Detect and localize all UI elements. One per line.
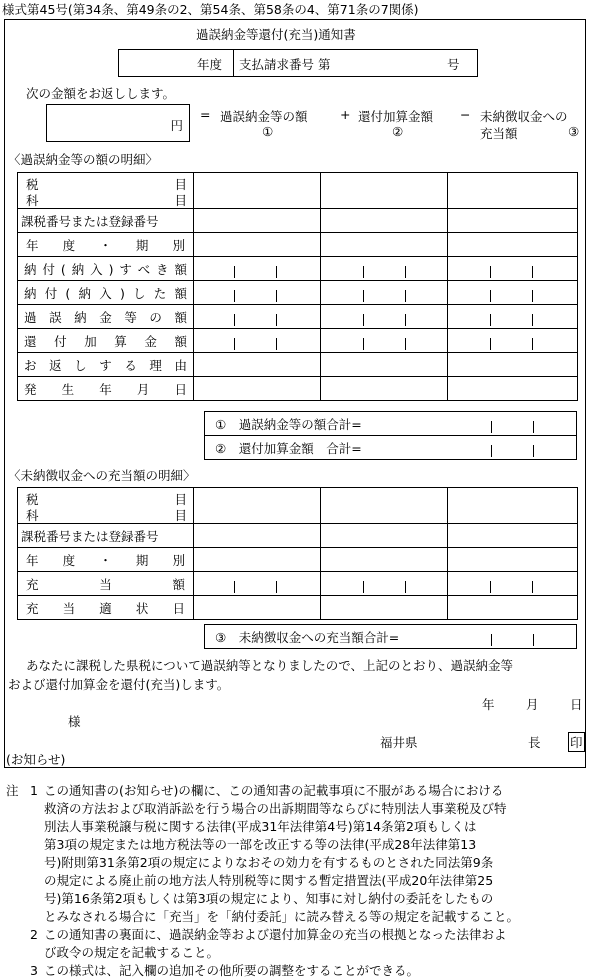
table-row <box>205 412 577 436</box>
total-applied-label: ③ 未納徴収金への充当額合計= <box>215 629 400 645</box>
totals-table-2 <box>204 624 577 649</box>
amount-cell[interactable] <box>448 572 578 596</box>
section1-title: 〈過誤納金等の額の明細〉 <box>8 152 159 167</box>
amount-cell[interactable] <box>448 305 578 329</box>
table-row <box>18 305 578 329</box>
input-cell[interactable] <box>448 173 578 209</box>
amount-cell[interactable] <box>321 281 448 305</box>
amount-cell[interactable] <box>321 572 448 596</box>
reason-label: お返しする理由 <box>18 353 194 377</box>
form-reference: 様式第45号(第34条、第49条の2、第54条、第58条の4、第71条の7関係) <box>2 2 419 17</box>
note-line: び政令の規定を記載すること。 <box>44 945 220 960</box>
table-row <box>18 281 578 305</box>
notes-section <box>6 782 588 980</box>
input-cell[interactable] <box>448 596 578 620</box>
total-overpaid-field[interactable] <box>205 412 577 436</box>
note-item <box>6 962 588 980</box>
amount-field[interactable] <box>46 104 190 142</box>
total-applied-field[interactable] <box>205 625 577 649</box>
amount-cell[interactable] <box>194 329 321 353</box>
applied-term-line2: 充当額 <box>480 126 518 141</box>
note-number: 2 <box>30 927 38 942</box>
amount-cell[interactable] <box>194 257 321 281</box>
note-number: 3 <box>30 963 38 978</box>
table-row <box>18 596 578 620</box>
note-line: 号)第16条第2項もしくは第3項の規定により、知事に対し納付の委託をしたもの <box>44 891 494 906</box>
input-cell[interactable] <box>194 524 321 548</box>
table-row <box>18 209 578 233</box>
input-cell[interactable] <box>194 353 321 377</box>
input-cell[interactable] <box>321 353 448 377</box>
amount-cell[interactable] <box>194 572 321 596</box>
statement-line1: あなたに課税した県税について過誤納等となりましたので、上記のとおり、過誤納金等 <box>26 658 514 673</box>
date-day: 日 <box>570 697 583 712</box>
input-cell[interactable] <box>194 596 321 620</box>
input-cell[interactable] <box>194 233 321 257</box>
date-year: 年 <box>482 697 495 712</box>
equals-sign: = <box>200 107 211 122</box>
notes-head: 注 <box>6 783 19 798</box>
seal-mark: 印 <box>568 732 585 752</box>
section2-title: 〈未納徴収金への充当額の明細〉 <box>8 468 196 483</box>
paid-label: 納付(納入)した額 <box>18 281 194 305</box>
document-title: 過誤納金等還付(充当)通知書 <box>196 27 356 42</box>
input-cell[interactable] <box>448 233 578 257</box>
table-row <box>18 353 578 377</box>
input-cell[interactable] <box>448 488 578 524</box>
amount-cell[interactable] <box>448 329 578 353</box>
input-cell[interactable] <box>321 209 448 233</box>
applied-date-label: 充当適状日 <box>18 596 194 620</box>
addressee-suffix: 様 <box>68 714 81 729</box>
input-cell[interactable] <box>321 377 448 401</box>
table-row <box>18 548 578 572</box>
input-cell[interactable] <box>321 524 448 548</box>
notice-label: (お知らせ) <box>6 752 66 767</box>
totals-table-1 <box>204 411 577 460</box>
amount-cell[interactable] <box>448 281 578 305</box>
note-line: 別法人事業税譲与税に関する法律(平成31年法律第4号)第14条第2項もしくは <box>44 819 477 834</box>
input-cell[interactable] <box>448 209 578 233</box>
note-line: の規定による廃止前の地方法人特別税等に関する暫定措置法(平成20年法律第25 <box>44 873 494 888</box>
table-row <box>18 233 578 257</box>
reg-no-label: 課税番号または登録番号 <box>18 209 194 233</box>
applied-term-line1: 未納徴収金への <box>480 109 568 124</box>
date-label: 発生年月日 <box>18 377 194 401</box>
period-label: 年 度 ・ 期 別 <box>18 548 194 572</box>
minus-sign: − <box>460 107 471 122</box>
amount-cell[interactable] <box>321 329 448 353</box>
overpaid-label: 過誤納金等の額 <box>18 305 194 329</box>
amount-cell[interactable] <box>448 257 578 281</box>
input-cell[interactable] <box>194 377 321 401</box>
table-row <box>205 436 577 460</box>
note-line: とみなされる場合に「充当」を「納付委託」に読み替える等の規定を記載すること。 <box>44 909 520 924</box>
note-line: 号)附則第31条第2項の規定によりなおその効力を有するものとされた同法第9条 <box>44 855 494 870</box>
go-label: 号 <box>447 57 460 72</box>
note-line: この通知書の(お知らせ)の欄に、この通知書の記載事項に不服がある場合における <box>44 783 504 798</box>
note-line: この通知書の裏面に、過誤納金等および還付加算金の充当の根拠となった法律およ <box>44 927 507 942</box>
table-row <box>18 329 578 353</box>
note-line: この様式は、記入欄の追加その他所要の調整をすることができる。 <box>44 963 420 978</box>
input-cell[interactable] <box>194 173 321 209</box>
amount-cell[interactable] <box>321 257 448 281</box>
table-row <box>18 257 578 281</box>
overpaid-term: 過誤納金等の額 <box>220 109 308 124</box>
intro-text: 次の金額をお返しします。 <box>26 86 176 101</box>
amount-cell[interactable] <box>194 281 321 305</box>
note-item <box>6 782 588 926</box>
input-cell[interactable] <box>321 173 448 209</box>
issuer-name: 福井県 <box>380 735 418 750</box>
refund-add-term: 還付加算金額 <box>358 109 434 124</box>
amount-cell[interactable] <box>321 305 448 329</box>
total-refund-add-field[interactable] <box>205 436 577 460</box>
note-item <box>6 926 588 962</box>
applied-detail-table <box>17 487 578 620</box>
input-cell[interactable] <box>194 209 321 233</box>
refund-add-label: 還付加算金額 <box>18 329 194 353</box>
input-cell[interactable] <box>448 377 578 401</box>
input-cell[interactable] <box>194 488 321 524</box>
input-cell[interactable] <box>194 548 321 572</box>
total-refund-add-label: ② 還付加算金額 合計= <box>215 440 362 456</box>
overpaid-detail-table <box>17 172 578 401</box>
table-row <box>18 377 578 401</box>
request-number-label: 支払請求番号 第 <box>239 57 331 72</box>
mark-1: ① <box>262 124 274 139</box>
input-cell[interactable] <box>321 488 448 524</box>
table-row <box>18 173 578 209</box>
note-number: 1 <box>30 783 38 798</box>
input-cell[interactable] <box>448 524 578 548</box>
request-number-box <box>118 49 478 77</box>
mark-2: ② <box>392 124 404 139</box>
statement-line2: および還付加算金を還付(充当)します。 <box>8 677 230 692</box>
table-row <box>205 625 577 649</box>
yen-unit: 円 <box>170 118 183 133</box>
chief-label: 長 <box>528 735 541 750</box>
input-cell[interactable] <box>448 548 578 572</box>
total-overpaid-label: ① 過誤納金等の額合計= <box>215 416 362 432</box>
tax-item-label: 税 目 科 目 <box>18 488 194 524</box>
fiscal-year-label: 年度 <box>197 57 223 72</box>
input-cell[interactable] <box>321 596 448 620</box>
date-month: 月 <box>526 697 539 712</box>
note-line: 第3項の規定または地方税法等の一部を改正する等の法律(平成28年法律第13 <box>44 837 477 852</box>
tax-item-label: 税 目 科 目 <box>18 173 194 209</box>
note-line: 救済の方法および取消訴訟を行う場合の出訴期間等ならびに特別法人事業税及び特 <box>44 801 507 816</box>
input-cell[interactable] <box>448 353 578 377</box>
applied-label: 充 当 額 <box>18 572 194 596</box>
input-cell[interactable] <box>321 233 448 257</box>
amount-cell[interactable] <box>194 305 321 329</box>
plus-sign: + <box>340 107 351 122</box>
table-row <box>18 572 578 596</box>
reg-no-label: 課税番号または登録番号 <box>18 524 194 548</box>
mark-3: ③ <box>568 124 580 139</box>
should-pay-label: 納付(納入)すべき額 <box>18 257 194 281</box>
table-row <box>18 488 578 524</box>
input-cell[interactable] <box>321 548 448 572</box>
period-label: 年 度 ・ 期 別 <box>18 233 194 257</box>
table-row <box>18 524 578 548</box>
